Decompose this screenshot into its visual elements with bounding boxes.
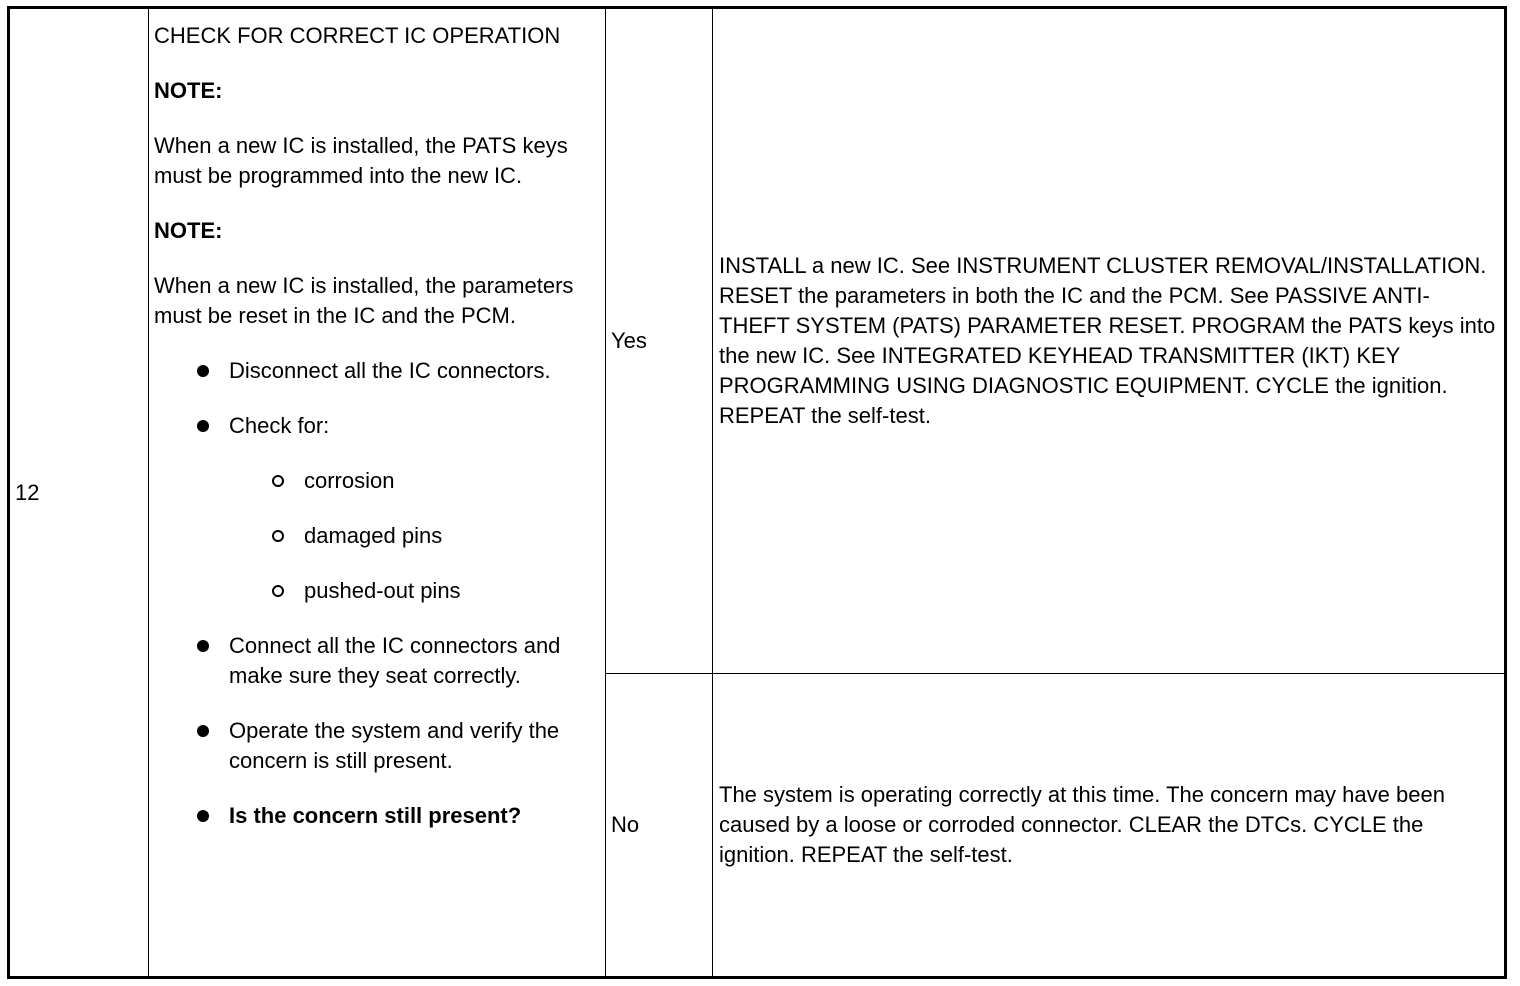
sub-list-item: [304, 521, 597, 551]
action-bullet-list: [154, 356, 597, 831]
step-number-cell: [9, 8, 149, 978]
result-yes-cell: [606, 8, 713, 674]
result-label-no: No: [611, 812, 640, 837]
list-item-text: Disconnect all the IC connectors.: [229, 358, 551, 383]
list-item: [229, 801, 597, 831]
outcome-yes-text: INSTALL a new IC. See INSTRUMENT CLUSTER REMOVAL/INSTALLATION. RESET the parameters in both the IC and the PCM. See PASSIVE ANTI-THEFT SYSTEM (PATS) PARAMETER RESET. PROGRAM the PATS keys into the new IC. See INTEGRATED KEYHEAD TRANSMITTER (IKT) KEY PROGRAMMING USING DIAGNOSTIC EQUIPMENT. CYCLE the ignition. REPEAT the self-test.: [719, 253, 1496, 428]
action-heading: CHECK FOR CORRECT IC OPERATION: [154, 23, 561, 48]
list-item: [229, 716, 597, 776]
list-item-text: Operate the system and verify the concern is still present.: [229, 718, 560, 773]
bullet-dot-icon: [197, 725, 209, 737]
sub-list-item-text: corrosion: [304, 468, 395, 493]
step-number: 12: [15, 479, 40, 505]
note-text: When a new IC is installed, the parameters must be reset in the IC and the PCM.: [154, 273, 574, 328]
bullet-dot-icon: [197, 420, 209, 432]
list-item-text: Check for:: [229, 413, 330, 438]
sub-list-item: [304, 576, 597, 606]
result-label-yes: Yes: [611, 328, 647, 353]
note-text: When a new IC is installed, the PATS keys must be programmed into the new IC.: [154, 133, 568, 188]
list-item: [229, 356, 597, 386]
list-item: [229, 411, 597, 606]
outcome-yes-cell: [713, 8, 1506, 674]
result-no-cell: [606, 674, 713, 978]
note-label: NOTE:: [154, 78, 223, 103]
table-row: [9, 8, 1506, 674]
outcome-no-text: The system is operating correctly at this time. The concern may have been caused by a loose or corroded connector. CLEAR the DTCs. CYCLE the ignition. REPEAT the self-test.: [719, 782, 1445, 867]
outcome-no-cell: [713, 674, 1506, 978]
bullet-circle-icon: [272, 585, 284, 597]
bullet-dot-icon: [197, 810, 209, 822]
list-item-text: Connect all the IC connectors and make sure they seat correctly.: [229, 633, 561, 688]
list-item: [229, 631, 597, 691]
bullet-dot-icon: [197, 365, 209, 377]
check-for-sub-list: [229, 466, 597, 606]
sub-list-item-text: damaged pins: [304, 523, 443, 548]
bullet-circle-icon: [272, 530, 284, 542]
diagnostic-step-table: [7, 6, 1507, 979]
bullet-circle-icon: [272, 475, 284, 487]
note-label: NOTE:: [154, 218, 223, 243]
action-cell: [149, 8, 606, 978]
bullet-dot-icon: [197, 640, 209, 652]
question-text: Is the concern still present?: [229, 803, 522, 828]
sub-list-item-text: pushed-out pins: [304, 578, 461, 603]
sub-list-item: [304, 466, 597, 496]
